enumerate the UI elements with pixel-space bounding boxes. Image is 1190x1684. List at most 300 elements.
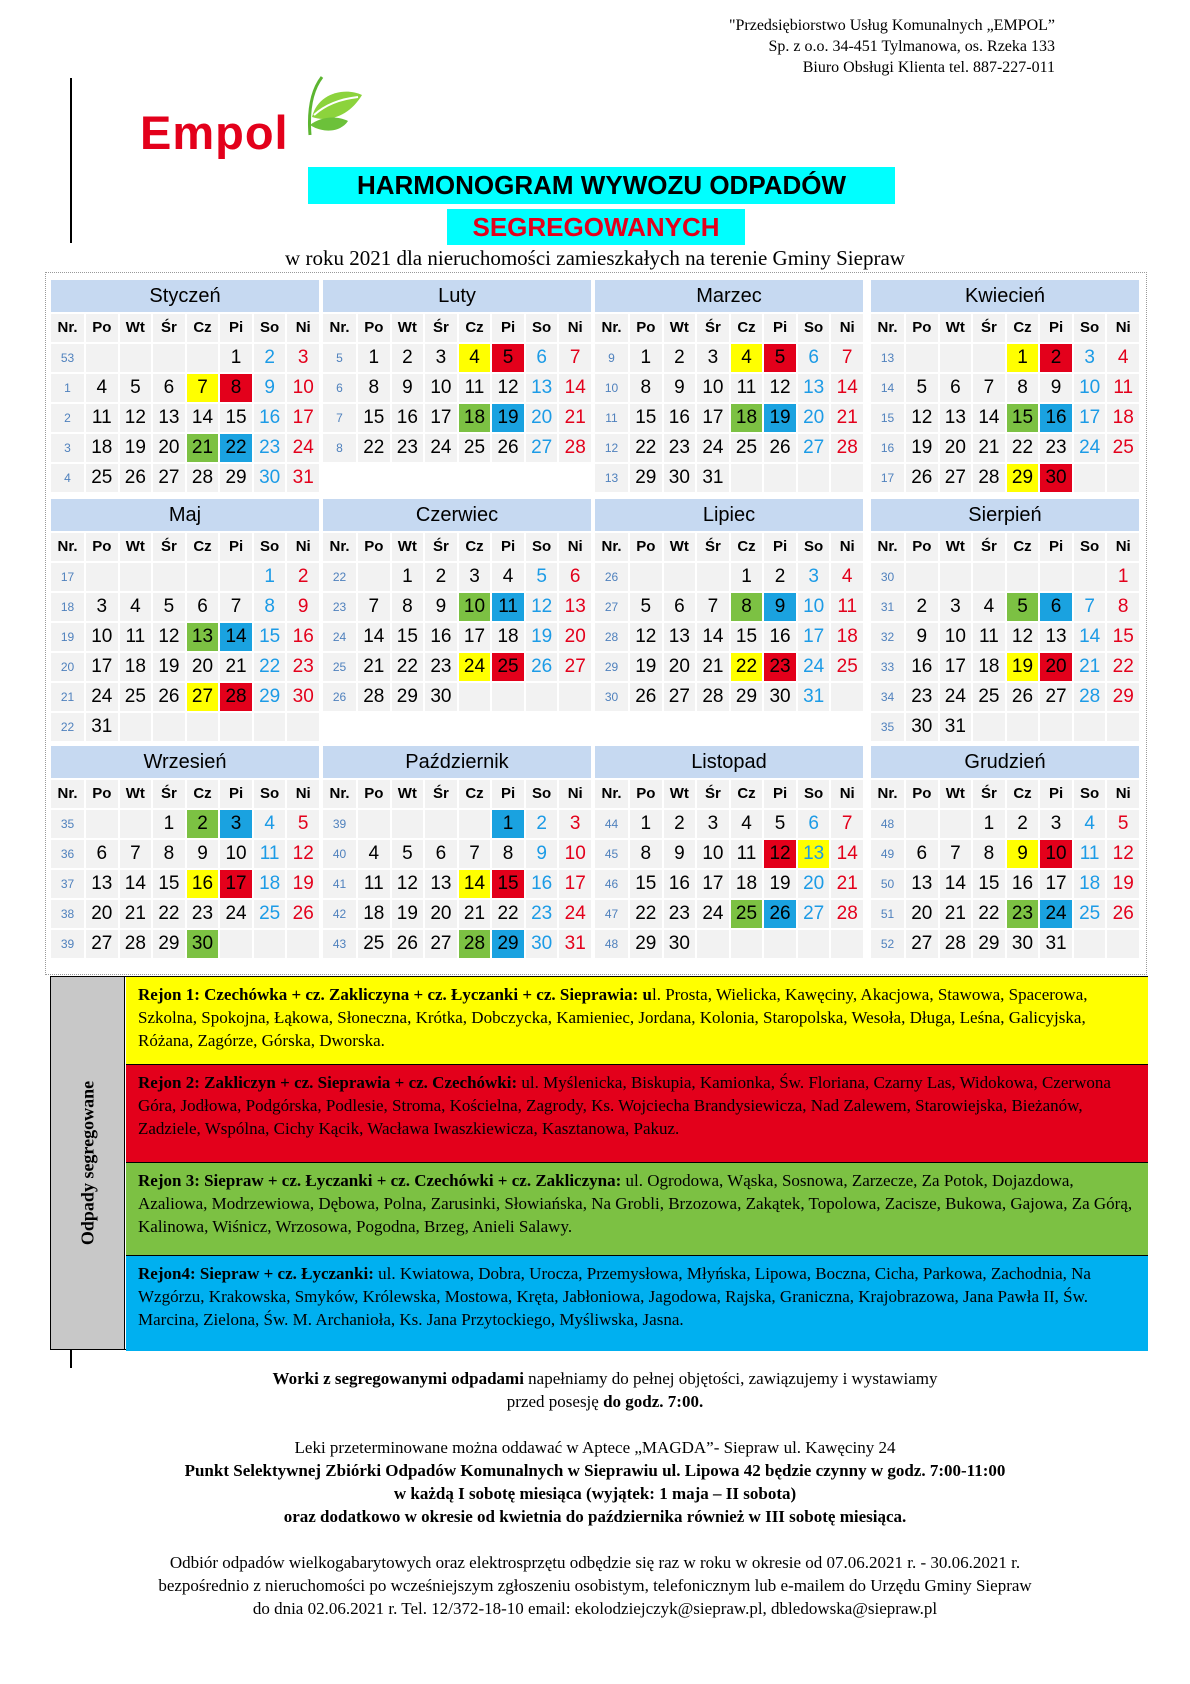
day-cell: 17 (798, 623, 830, 651)
day-cell: 30 (1040, 464, 1072, 492)
day-cell: 7 (1074, 593, 1106, 621)
company-info (729, 15, 1055, 78)
week-number: 23 (323, 593, 356, 621)
weekday-header: So (1074, 533, 1106, 561)
day-cell: 12 (153, 623, 185, 651)
month-block (595, 499, 863, 711)
day-cell: 15 (630, 404, 662, 432)
weekday-header: So (1074, 314, 1106, 342)
day-cell: 15 (1007, 404, 1039, 432)
day-cell: 26 (153, 683, 185, 711)
day-cell: 21 (973, 434, 1005, 462)
day-cell: 7 (459, 840, 491, 868)
day-cell: 22 (153, 900, 185, 928)
day-cell: 6 (940, 374, 972, 402)
day-cell: 13 (906, 870, 938, 898)
day-cell: 10 (287, 374, 319, 402)
day-cell: 7 (940, 840, 972, 868)
week-number: 53 (51, 344, 84, 372)
region-3 (126, 1163, 1148, 1256)
day-cell: 10 (1040, 840, 1072, 868)
month-days-grid (595, 314, 863, 492)
empty-cell (1007, 713, 1039, 741)
week-number: 26 (595, 563, 628, 591)
month-days-grid (871, 314, 1139, 492)
day-cell: 4 (358, 840, 390, 868)
empty-cell (1107, 464, 1139, 492)
weekday-header: Cz (187, 533, 219, 561)
day-cell: 7 (358, 593, 390, 621)
day-cell: 2 (287, 563, 319, 591)
day-cell: 17 (697, 404, 729, 432)
bulky-note-2: bezpośrednio z nieruchomości po wcześniejszym zgłoszeniu osobistym, telefonicznym lub e-mailem do Urzędu Gminy Siepraw (158, 1576, 1032, 1595)
day-cell: 25 (492, 653, 524, 681)
day-cell: 19 (120, 434, 152, 462)
day-cell: 31 (697, 464, 729, 492)
week-number: 6 (323, 374, 356, 402)
day-cell: 5 (526, 563, 558, 591)
day-cell: 19 (764, 870, 796, 898)
day-cell: 28 (459, 930, 491, 958)
week-number: 44 (595, 810, 628, 838)
day-cell: 15 (492, 870, 524, 898)
week-number: 35 (51, 810, 84, 838)
day-cell: 6 (153, 374, 185, 402)
empty-cell (287, 930, 319, 958)
day-cell: 10 (697, 840, 729, 868)
weekday-header: Śr (697, 533, 729, 561)
month-name: Czerwiec (323, 499, 591, 531)
day-cell: 30 (254, 464, 286, 492)
month-name: Maj (51, 499, 319, 531)
day-cell: 25 (831, 653, 863, 681)
day-cell: 10 (86, 623, 118, 651)
day-cell: 15 (392, 623, 424, 651)
day-cell: 24 (459, 653, 491, 681)
day-cell: 6 (1040, 593, 1072, 621)
day-cell: 20 (798, 870, 830, 898)
empty-cell (906, 810, 938, 838)
empty-cell (731, 930, 763, 958)
week-number: 20 (51, 653, 84, 681)
day-cell: 15 (973, 870, 1005, 898)
day-cell: 26 (764, 900, 796, 928)
weekday-header: Cz (459, 533, 491, 561)
day-cell: 1 (630, 810, 662, 838)
month-name: Wrzesień (51, 746, 319, 778)
empty-cell (120, 810, 152, 838)
weekday-header: Śr (697, 780, 729, 808)
day-cell: 26 (526, 653, 558, 681)
empty-cell (459, 683, 491, 711)
day-cell: 17 (697, 870, 729, 898)
day-cell: 23 (287, 653, 319, 681)
week-number: 11 (595, 404, 628, 432)
day-cell: 14 (940, 870, 972, 898)
day-cell: 19 (526, 623, 558, 651)
day-cell: 3 (459, 563, 491, 591)
weekday-header: So (526, 533, 558, 561)
month-block (51, 499, 319, 741)
month-block (51, 280, 319, 492)
day-cell: 28 (187, 464, 219, 492)
day-cell: 12 (287, 840, 319, 868)
weekday-header: Nr. (51, 533, 84, 561)
day-cell: 14 (187, 404, 219, 432)
day-cell: 11 (1107, 374, 1139, 402)
day-cell: 4 (254, 810, 286, 838)
day-cell: 29 (254, 683, 286, 711)
empty-cell (1074, 713, 1106, 741)
weekday-header: Po (630, 533, 662, 561)
day-cell: 11 (358, 870, 390, 898)
day-cell: 28 (697, 683, 729, 711)
weekday-header: Cz (1007, 533, 1039, 561)
day-cell: 6 (559, 563, 591, 591)
day-cell: 1 (254, 563, 286, 591)
day-cell: 9 (187, 840, 219, 868)
week-number: 30 (871, 563, 904, 591)
weekday-header: So (254, 533, 286, 561)
week-number: 46 (595, 870, 628, 898)
weekday-header: Śr (973, 533, 1005, 561)
day-cell: 23 (664, 434, 696, 462)
day-cell: 16 (526, 870, 558, 898)
day-cell: 16 (1007, 870, 1039, 898)
month-name: Luty (323, 280, 591, 312)
day-cell: 2 (526, 810, 558, 838)
weekday-header: Śr (697, 314, 729, 342)
empty-cell (153, 344, 185, 372)
month-days-grid (595, 533, 863, 711)
week-number: 12 (595, 434, 628, 462)
day-cell: 7 (831, 344, 863, 372)
weekday-header: Ni (831, 780, 863, 808)
week-number: 14 (871, 374, 904, 402)
day-cell: 27 (798, 900, 830, 928)
day-cell: 5 (287, 810, 319, 838)
weekday-header: Wt (392, 780, 424, 808)
day-cell: 16 (425, 623, 457, 651)
day-cell: 26 (1107, 900, 1139, 928)
day-cell: 24 (940, 683, 972, 711)
day-cell: 11 (1074, 840, 1106, 868)
leaf-icon (300, 75, 370, 145)
day-cell: 15 (220, 404, 252, 432)
day-cell: 14 (697, 623, 729, 651)
day-cell: 1 (1107, 563, 1139, 591)
day-cell: 29 (392, 683, 424, 711)
weekday-header: Cz (1007, 780, 1039, 808)
week-number: 17 (871, 464, 904, 492)
day-cell: 4 (492, 563, 524, 591)
empty-cell (86, 810, 118, 838)
day-cell: 25 (120, 683, 152, 711)
weekday-header: Wt (392, 314, 424, 342)
day-cell: 18 (973, 653, 1005, 681)
day-cell: 13 (664, 623, 696, 651)
empty-cell (764, 464, 796, 492)
month-days-grid (51, 780, 319, 958)
day-cell: 17 (459, 623, 491, 651)
week-number: 19 (51, 623, 84, 651)
region-head: Rejon4: Siepraw + cz. Łyczanki: (138, 1264, 374, 1283)
weekday-header: So (526, 314, 558, 342)
day-cell: 19 (287, 870, 319, 898)
day-cell: 30 (187, 930, 219, 958)
day-cell: 20 (559, 623, 591, 651)
day-cell: 6 (664, 593, 696, 621)
day-cell: 23 (425, 653, 457, 681)
empty-cell (86, 563, 118, 591)
month-name: Październik (323, 746, 591, 778)
weekday-header: So (1074, 780, 1106, 808)
week-number: 16 (871, 434, 904, 462)
week-number: 27 (595, 593, 628, 621)
day-cell: 2 (664, 344, 696, 372)
bags-line2: przed posesję (506, 1392, 604, 1411)
weekday-header: Po (906, 533, 938, 561)
pszok-note-3: oraz dodatkowo w okresie od kwietnia do października również w III sobotę miesiąca. (283, 1507, 907, 1526)
day-cell: 8 (731, 593, 763, 621)
day-cell: 29 (492, 930, 524, 958)
day-cell: 23 (392, 434, 424, 462)
region-1 (126, 977, 1148, 1065)
day-cell: 30 (764, 683, 796, 711)
day-cell: 30 (906, 713, 938, 741)
weekday-header: Pi (492, 533, 524, 561)
month-name: Listopad (595, 746, 863, 778)
region-streets: ul. Myślenicka, Biskupia, Kamionka, Św. Floriana, Czarny Las, Widokowa, Czerwona Góra, Jodłowa, Podgórska, Podlesie, Stroma, Kościelna, Zagrody, Ks. Wojciecha Brandysiewicza, Nad Zalewem, Starowiejska, Bieżanów, Zadziele, Wspólna, Cichy Kącik, Wacława Iwaszkiewicza, Kasztanowa, Pakuz. (138, 1073, 1111, 1138)
day-cell: 9 (664, 374, 696, 402)
day-cell: 22 (358, 434, 390, 462)
subtitle: w roku 2021 dla nieruchomości zamieszkałych na terenie Gminy Siepraw (285, 246, 905, 270)
weekday-header: Pi (1040, 780, 1072, 808)
day-cell: 28 (831, 900, 863, 928)
day-cell: 14 (1074, 623, 1106, 651)
day-cell: 7 (697, 593, 729, 621)
empty-cell (220, 930, 252, 958)
margin-line (70, 78, 72, 243)
day-cell: 21 (831, 404, 863, 432)
empty-cell (1040, 563, 1072, 591)
empty-cell (425, 810, 457, 838)
day-cell: 27 (153, 464, 185, 492)
weekday-header: Nr. (323, 533, 356, 561)
day-cell: 10 (697, 374, 729, 402)
day-cell: 24 (287, 434, 319, 462)
day-cell: 21 (559, 404, 591, 432)
day-cell: 13 (940, 404, 972, 432)
day-cell: 21 (1074, 653, 1106, 681)
day-cell: 28 (559, 434, 591, 462)
empty-cell (220, 713, 252, 741)
day-cell: 1 (731, 563, 763, 591)
day-cell: 18 (1107, 404, 1139, 432)
day-cell: 19 (392, 900, 424, 928)
day-cell: 13 (86, 870, 118, 898)
weekday-header: Ni (287, 533, 319, 561)
weekday-header: Wt (940, 533, 972, 561)
day-cell: 4 (120, 593, 152, 621)
day-cell: 25 (86, 464, 118, 492)
weekday-header: Wt (120, 533, 152, 561)
day-cell: 16 (664, 404, 696, 432)
day-cell: 31 (86, 713, 118, 741)
day-cell: 25 (731, 434, 763, 462)
day-cell: 14 (220, 623, 252, 651)
day-cell: 7 (559, 344, 591, 372)
day-cell: 10 (220, 840, 252, 868)
empol-logo (140, 75, 370, 175)
day-cell: 13 (798, 374, 830, 402)
week-number: 22 (51, 713, 84, 741)
day-cell: 18 (86, 434, 118, 462)
day-cell: 5 (764, 344, 796, 372)
empty-cell (831, 464, 863, 492)
day-cell: 12 (764, 840, 796, 868)
day-cell: 12 (630, 623, 662, 651)
day-cell: 3 (940, 593, 972, 621)
day-cell: 8 (1107, 593, 1139, 621)
day-cell: 27 (940, 464, 972, 492)
weekday-header: Pi (1040, 533, 1072, 561)
day-cell: 12 (392, 870, 424, 898)
empty-cell (1107, 713, 1139, 741)
day-cell: 17 (287, 404, 319, 432)
weekday-header: Po (630, 780, 662, 808)
day-cell: 24 (559, 900, 591, 928)
day-cell: 19 (1107, 870, 1139, 898)
day-cell: 12 (1107, 840, 1139, 868)
day-cell: 29 (1007, 464, 1039, 492)
empty-cell (764, 930, 796, 958)
weekday-header: Cz (187, 314, 219, 342)
day-cell: 8 (254, 593, 286, 621)
day-cell: 3 (220, 810, 252, 838)
day-cell: 29 (630, 930, 662, 958)
day-cell: 10 (1074, 374, 1106, 402)
margin-line (70, 1348, 72, 1368)
weekday-header: Po (86, 314, 118, 342)
empty-cell (940, 344, 972, 372)
empty-cell (798, 930, 830, 958)
day-cell: 21 (697, 653, 729, 681)
day-cell: 2 (664, 810, 696, 838)
weekday-header: Po (358, 314, 390, 342)
weekday-header: Po (86, 533, 118, 561)
day-cell: 30 (287, 683, 319, 711)
day-cell: 1 (630, 344, 662, 372)
day-cell: 3 (697, 344, 729, 372)
weekday-header: Wt (664, 314, 696, 342)
month-block (595, 280, 863, 492)
day-cell: 22 (731, 653, 763, 681)
day-cell: 2 (187, 810, 219, 838)
week-number: 39 (51, 930, 84, 958)
day-cell: 18 (731, 870, 763, 898)
day-cell: 6 (425, 840, 457, 868)
day-cell: 9 (254, 374, 286, 402)
day-cell: 20 (798, 404, 830, 432)
day-cell: 25 (973, 683, 1005, 711)
day-cell: 5 (492, 344, 524, 372)
day-cell: 29 (973, 930, 1005, 958)
day-cell: 24 (1074, 434, 1106, 462)
empty-cell (630, 563, 662, 591)
day-cell: 5 (153, 593, 185, 621)
day-cell: 26 (906, 464, 938, 492)
empty-cell (86, 344, 118, 372)
week-number: 50 (871, 870, 904, 898)
weekday-header: Śr (153, 780, 185, 808)
day-cell: 18 (492, 623, 524, 651)
day-cell: 18 (254, 870, 286, 898)
day-cell: 12 (120, 404, 152, 432)
empty-cell (973, 713, 1005, 741)
weekday-header: Po (86, 780, 118, 808)
empty-cell (153, 563, 185, 591)
day-cell: 20 (940, 434, 972, 462)
day-cell: 17 (940, 653, 972, 681)
empty-cell (831, 683, 863, 711)
weekday-header: Nr. (51, 314, 84, 342)
day-cell: 6 (86, 840, 118, 868)
month-block (51, 746, 319, 958)
week-number: 37 (51, 870, 84, 898)
weekday-header: Nr. (595, 780, 628, 808)
day-cell: 15 (254, 623, 286, 651)
month-days-grid (51, 314, 319, 492)
weekday-header: Wt (120, 314, 152, 342)
month-days-grid (595, 780, 863, 958)
day-cell: 23 (187, 900, 219, 928)
day-cell: 5 (630, 593, 662, 621)
day-cell: 4 (86, 374, 118, 402)
day-cell: 13 (153, 404, 185, 432)
empty-cell (392, 810, 424, 838)
day-cell: 12 (526, 593, 558, 621)
day-cell: 29 (1107, 683, 1139, 711)
month-block (871, 499, 1139, 741)
weekday-header: So (798, 314, 830, 342)
day-cell: 14 (459, 870, 491, 898)
empty-cell (358, 810, 390, 838)
day-cell: 27 (425, 930, 457, 958)
week-number: 40 (323, 840, 356, 868)
day-cell: 28 (120, 930, 152, 958)
day-cell: 3 (287, 344, 319, 372)
empty-cell (697, 563, 729, 591)
day-cell: 4 (731, 810, 763, 838)
weekday-header: Nr. (871, 780, 904, 808)
weekday-header: Nr. (323, 314, 356, 342)
day-cell: 8 (630, 374, 662, 402)
day-cell: 10 (798, 593, 830, 621)
day-cell: 20 (187, 653, 219, 681)
day-cell: 17 (86, 653, 118, 681)
day-cell: 7 (187, 374, 219, 402)
day-cell: 6 (798, 810, 830, 838)
day-cell: 21 (358, 653, 390, 681)
empty-cell (358, 563, 390, 591)
day-cell: 19 (492, 404, 524, 432)
week-number: 35 (871, 713, 904, 741)
day-cell: 1 (220, 344, 252, 372)
week-number: 39 (323, 810, 356, 838)
day-cell: 29 (153, 930, 185, 958)
month-block (871, 746, 1139, 958)
